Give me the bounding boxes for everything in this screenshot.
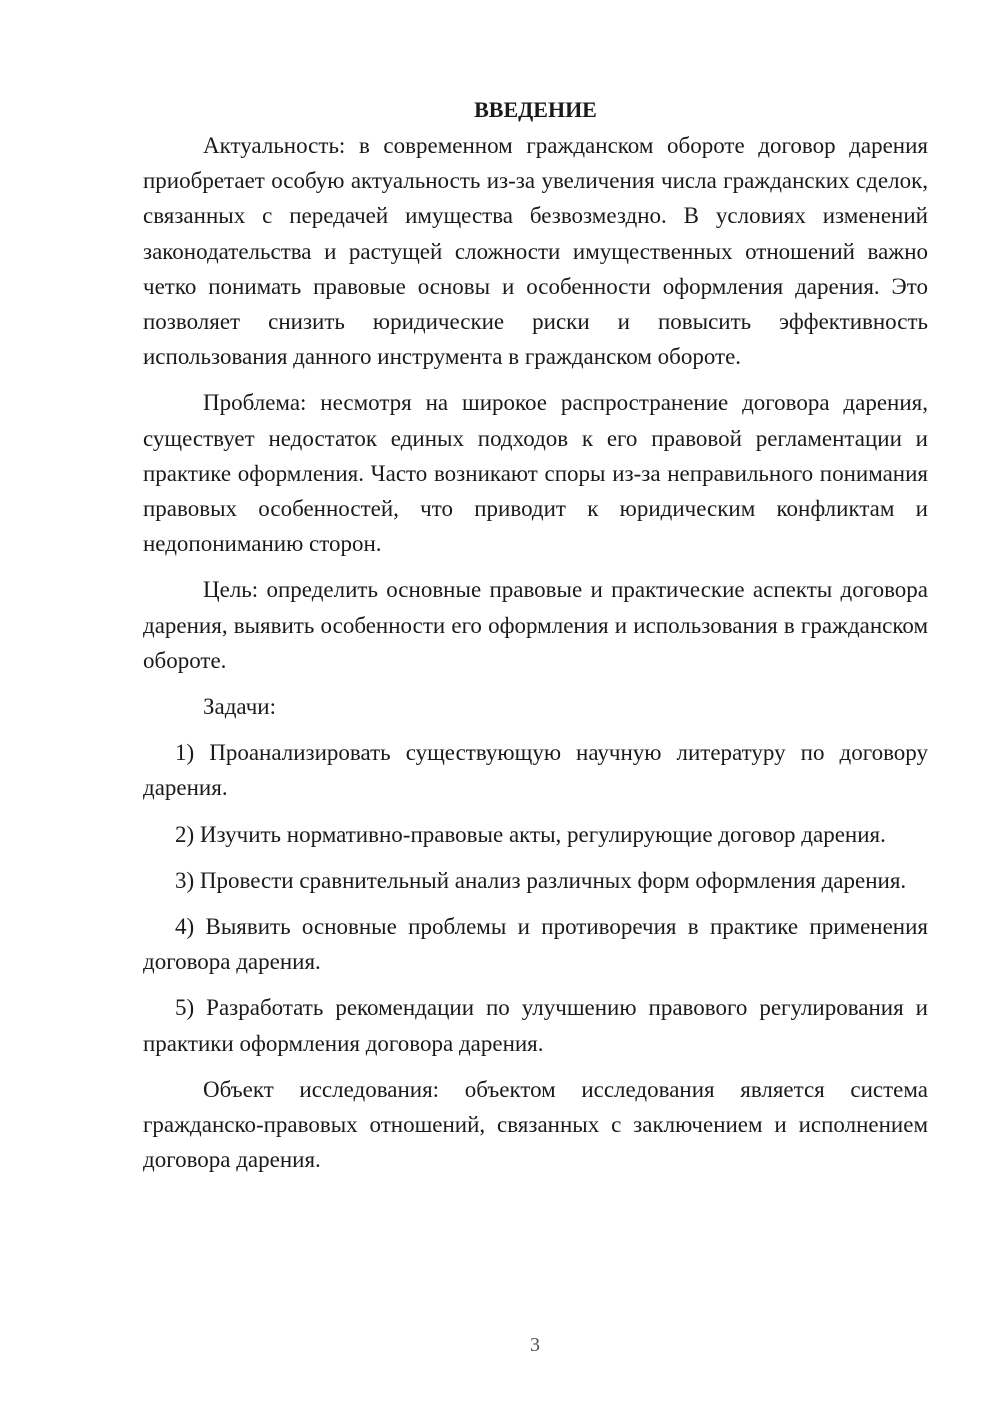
task-item-1: 1) Проанализировать существующую научную литературу по договору дарения. bbox=[143, 740, 928, 801]
task-item-5: 5) Разработать рекомендации по улучшению правового регулирования и практики оформления договора дарения. bbox=[143, 995, 928, 1056]
task-item-2: 2) Изучить нормативно-правовые акты, регулирующие договор дарения. bbox=[175, 821, 886, 847]
section-title: ВВЕДЕНИЕ bbox=[474, 97, 597, 122]
paragraph-relevance: Актуальность: в современном гражданском обороте договор дарения приобретает особую актуальность из-за увеличения числа гражданских сделок, связанных с передачей имущества безвозмездно. В условиях изменений законодательства и растущей сложности имущественных отношений важно четко понимать правовые основы и особенности оформления дарения. Это позволяет снизить юридические риски и повысить эффективность использования данного инструмента в гражданском обороте. bbox=[143, 133, 928, 370]
task-item-3: 3) Провести сравнительный анализ различных форм оформления дарения. bbox=[175, 867, 907, 893]
tasks-label: Задачи: bbox=[203, 694, 276, 720]
page-content bbox=[143, 92, 928, 1177]
paragraph-goal: Цель: определить основные правовые и практические аспекты договора дарения, выявить особенности его оформления и использования в гражданском обороте. bbox=[143, 577, 928, 673]
paragraph-problem: Проблема: несмотря на широкое распространение договора дарения, существует недостаток единых подходов к его правовой регламентации и практике оформления. Часто возникают споры из-за неправильного понимания правовых особенностей, что приводит к юридическим конфликтам и недопониманию сторон. bbox=[143, 390, 928, 557]
page-number: 3 bbox=[530, 1334, 540, 1356]
task-item-4: 4) Выявить основные проблемы и противоречия в практике применения договора дарения. bbox=[143, 914, 928, 975]
paragraph-object: Объект исследования: объектом исследования является система гражданско-правовых отношений, связанных с заключением и исполнением договора дарения. bbox=[143, 1076, 928, 1173]
